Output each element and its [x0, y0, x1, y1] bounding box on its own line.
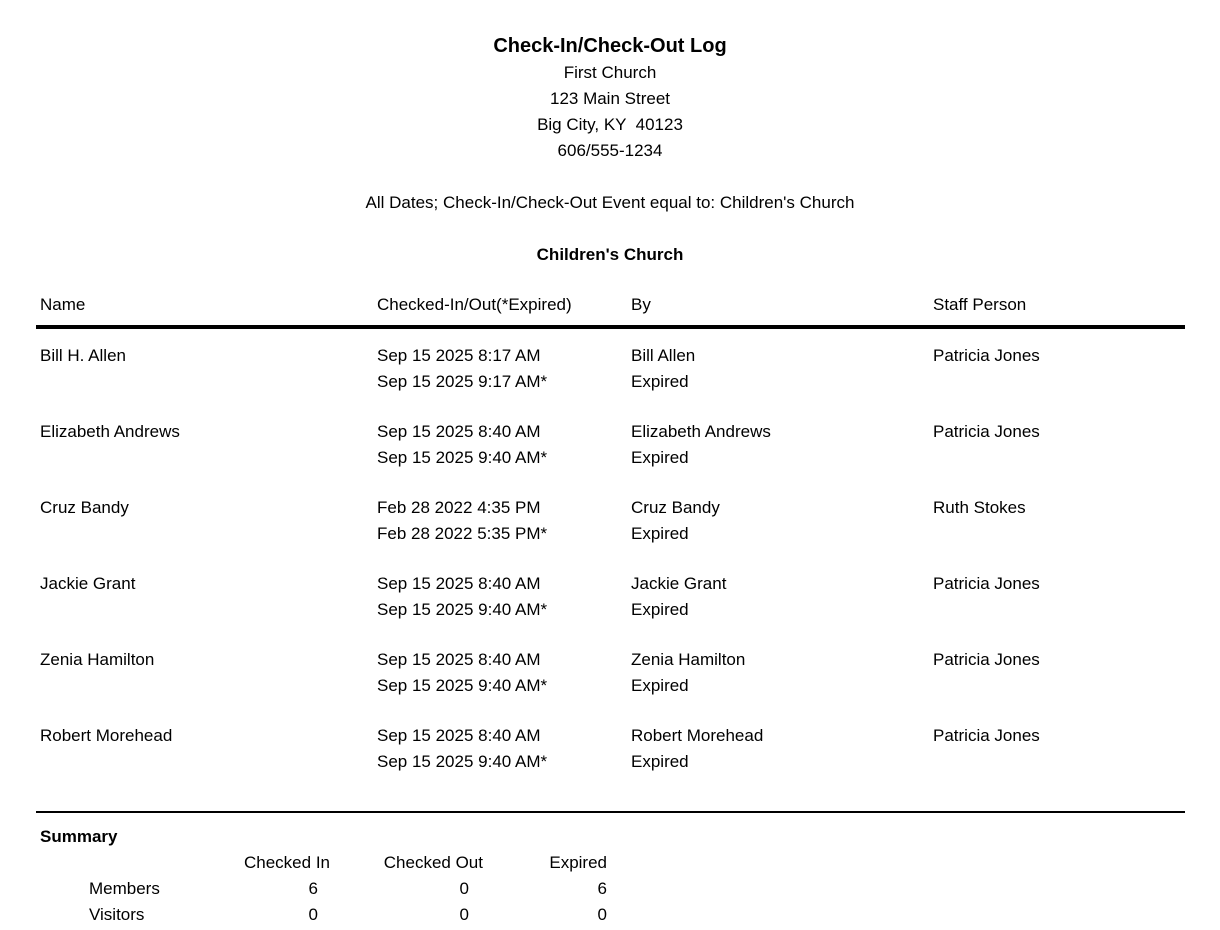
by-in: Zenia Hamilton [631, 650, 746, 669]
phone-number: 606/555-1234 [557, 141, 663, 160]
summary-header-row [36, 850, 1185, 876]
by-out: Expired [631, 448, 689, 467]
by-values [631, 419, 933, 471]
table-row [36, 723, 1185, 775]
check-times [377, 419, 631, 471]
check-in-time: Sep 15 2025 8:40 AM [377, 422, 541, 441]
visitors-expired-count: 0 [597, 905, 607, 924]
staff-person: Patricia Jones [933, 726, 1040, 745]
checkin-table [36, 292, 1185, 775]
check-in-time: Sep 15 2025 8:40 AM [377, 574, 541, 593]
summary-row-label: Members [89, 879, 160, 898]
check-times [377, 343, 631, 395]
check-in-time: Sep 15 2025 8:40 AM [377, 726, 541, 745]
filter-criteria: All Dates; Check-In/Check-Out Event equal to: Children's Church [365, 193, 855, 212]
check-out-time: Feb 28 2022 5:35 PM* [377, 524, 548, 543]
summary-header-checked-in: Checked In [244, 853, 330, 872]
staff-person: Patricia Jones [933, 650, 1040, 669]
summary-title: Summary [40, 827, 118, 846]
summary-row-members [36, 876, 1185, 902]
column-header-staff-person: Staff Person [933, 295, 1027, 314]
visitors-checked-out-count: 0 [459, 905, 469, 924]
organization-name: First Church [563, 63, 657, 82]
table-header-row [36, 292, 1185, 329]
column-header-checked-in-out: Checked-In/Out(*Expired) [377, 295, 572, 314]
by-values [631, 647, 933, 699]
members-expired-count: 6 [597, 879, 607, 898]
by-values [631, 723, 933, 775]
by-in: Elizabeth Andrews [631, 422, 771, 441]
members-checked-in-count: 6 [308, 879, 318, 898]
by-out: Expired [631, 524, 689, 543]
by-out: Expired [631, 372, 689, 391]
check-out-time: Sep 15 2025 9:40 AM* [377, 676, 548, 695]
staff-person: Ruth Stokes [933, 498, 1026, 517]
by-values [631, 343, 933, 395]
staff-person: Patricia Jones [933, 574, 1040, 593]
attendee-name: Bill H. Allen [40, 346, 126, 365]
check-times [377, 571, 631, 623]
check-times [377, 723, 631, 775]
column-header-by: By [631, 295, 651, 314]
summary-header-expired: Expired [549, 853, 607, 872]
table-body [36, 343, 1185, 775]
check-in-time: Sep 15 2025 8:40 AM [377, 650, 541, 669]
check-in-time: Sep 15 2025 8:17 AM [377, 346, 541, 365]
summary-section [36, 811, 1185, 928]
table-row [36, 495, 1185, 547]
attendee-name: Robert Morehead [40, 726, 173, 745]
visitors-checked-in-count: 0 [308, 905, 318, 924]
by-in: Cruz Bandy [631, 498, 720, 517]
attendee-name: Jackie Grant [40, 574, 136, 593]
staff-person: Patricia Jones [933, 346, 1040, 365]
by-out: Expired [631, 676, 689, 695]
summary-row-visitors [36, 902, 1185, 928]
city-state-zip: Big City, KY 40123 [537, 115, 683, 134]
check-out-time: Sep 15 2025 9:40 AM* [377, 448, 548, 467]
check-out-time: Sep 15 2025 9:40 AM* [377, 600, 548, 619]
column-header-name: Name [40, 295, 86, 314]
check-out-time: Sep 15 2025 9:40 AM* [377, 752, 548, 771]
by-in: Jackie Grant [631, 574, 727, 593]
check-in-time: Feb 28 2022 4:35 PM [377, 498, 541, 517]
table-row [36, 647, 1185, 699]
attendee-name: Cruz Bandy [40, 498, 129, 517]
summary-header-checked-out: Checked Out [383, 853, 483, 872]
report-title: Check-In/Check-Out Log [493, 35, 727, 57]
summary-header-spacer [36, 850, 186, 876]
check-out-time: Sep 15 2025 9:17 AM* [377, 372, 548, 391]
by-values [631, 495, 933, 547]
table-row [36, 343, 1185, 395]
members-checked-out-count: 0 [459, 879, 469, 898]
by-in: Bill Allen [631, 346, 696, 365]
by-out: Expired [631, 752, 689, 771]
address-line: 123 Main Street [549, 89, 670, 108]
table-row [36, 419, 1185, 471]
attendee-name: Zenia Hamilton [40, 650, 155, 669]
by-out: Expired [631, 600, 689, 619]
attendee-name: Elizabeth Andrews [40, 422, 180, 441]
by-in: Robert Morehead [631, 726, 764, 745]
staff-person: Patricia Jones [933, 422, 1040, 441]
table-row [36, 571, 1185, 623]
summary-row-label: Visitors [89, 905, 145, 924]
report-header [0, 0, 1220, 164]
section-title: Children's Church [536, 245, 684, 264]
by-values [631, 571, 933, 623]
check-times [377, 495, 631, 547]
check-times [377, 647, 631, 699]
